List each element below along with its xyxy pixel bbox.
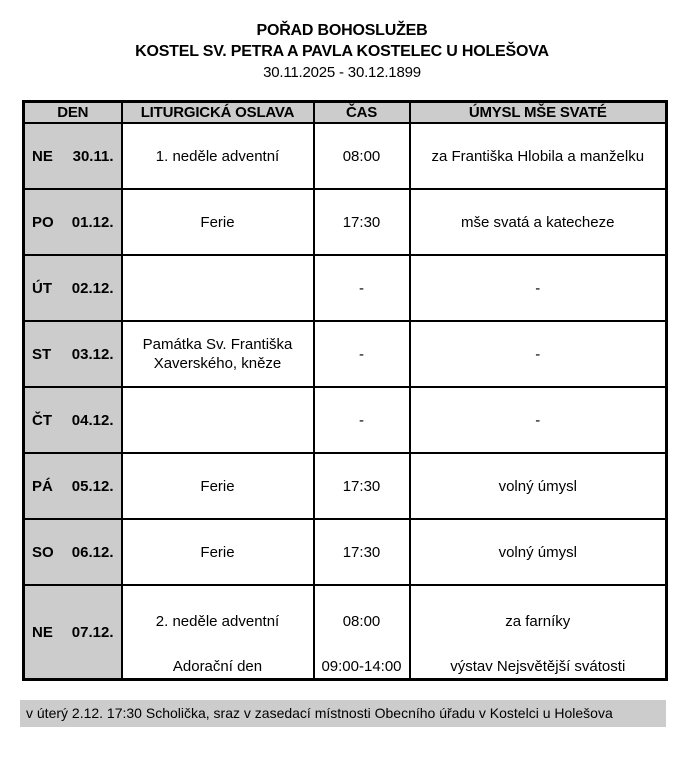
time-cell: 17:30 xyxy=(314,453,410,519)
document-header xyxy=(0,0,684,83)
column-header-cas: ČAS xyxy=(314,102,410,124)
time-cell: 17:30 xyxy=(314,519,410,585)
day-cell xyxy=(24,321,122,387)
intention-cell: - xyxy=(410,321,667,387)
celebration-cell xyxy=(122,585,314,680)
day-label: ST xyxy=(32,345,52,363)
table-row xyxy=(24,585,667,680)
time-cell: - xyxy=(314,255,410,321)
column-header-liturgicka-oslava: LITURGICKÁ OSLAVA xyxy=(122,102,314,124)
time-cell: - xyxy=(314,387,410,453)
day-date: 04.12. xyxy=(71,411,114,429)
table-row xyxy=(24,255,667,321)
day-label: PO xyxy=(32,213,54,231)
table-row xyxy=(24,387,667,453)
schedule-table xyxy=(22,100,668,681)
time-cell: 08:00 xyxy=(314,123,410,189)
table-header-row xyxy=(24,102,667,124)
celebration-main: 2. neděle adventní xyxy=(155,613,280,630)
celebration-cell: Památka Sv. Františka Xaverského, kněze xyxy=(122,321,314,387)
day-date: 30.11. xyxy=(72,147,114,165)
day-cell xyxy=(24,123,122,189)
day-date: 01.12. xyxy=(71,213,114,231)
day-date: 03.12. xyxy=(71,345,114,363)
celebration-cell: Ferie xyxy=(122,189,314,255)
celebration-cell xyxy=(122,255,314,321)
column-header-den: DEN xyxy=(24,102,122,124)
intention-cell: volný úmysl xyxy=(410,519,667,585)
church-name: KOSTEL SV. PETRA A PAVLA KOSTELEC U HOLEŠOVA xyxy=(135,43,549,60)
celebration-cell: Ferie xyxy=(122,453,314,519)
time-cell: - xyxy=(314,321,410,387)
celebration-cell xyxy=(122,387,314,453)
time-cell xyxy=(314,585,410,680)
day-cell xyxy=(24,387,122,453)
time-cell: 17:30 xyxy=(314,189,410,255)
day-label: NE xyxy=(32,147,53,165)
intention-cell xyxy=(410,585,667,680)
day-label: ÚT xyxy=(32,279,52,297)
day-label: SO xyxy=(32,543,54,561)
celebration-sub: Adorační den xyxy=(172,658,263,675)
time-sub: 09:00-14:00 xyxy=(321,658,402,675)
table-row xyxy=(24,189,667,255)
day-cell xyxy=(24,255,122,321)
column-header-umysl: ÚMYSL MŠE SVATÉ xyxy=(410,102,667,124)
intention-sub: výstav Nejsvětější svátosti xyxy=(450,658,626,675)
intention-cell: mše svatá a katecheze xyxy=(410,189,667,255)
intention-cell: za Františka Hlobila a manželku xyxy=(410,123,667,189)
day-date: 06.12. xyxy=(71,543,114,561)
day-cell xyxy=(24,585,122,680)
intention-cell: - xyxy=(410,387,667,453)
day-date: 07.12. xyxy=(71,623,114,641)
table-row xyxy=(24,321,667,387)
intention-cell: - xyxy=(410,255,667,321)
day-label: ČT xyxy=(32,411,52,429)
day-label: PÁ xyxy=(32,477,53,495)
table-row xyxy=(24,519,667,585)
table-row xyxy=(24,453,667,519)
day-cell xyxy=(24,519,122,585)
date-range: 30.11.2025 - 30.12.1899 xyxy=(263,64,421,81)
day-date: 05.12. xyxy=(71,477,114,495)
intention-main: za farníky xyxy=(505,613,571,630)
time-main: 08:00 xyxy=(342,613,381,630)
intention-cell: volný úmysl xyxy=(410,453,667,519)
celebration-cell: 1. neděle adventní xyxy=(122,123,314,189)
table-row xyxy=(24,123,667,189)
celebration-cell: Ferie xyxy=(122,519,314,585)
day-cell xyxy=(24,453,122,519)
footer-note: v úterý 2.12. 17:30 Scholička, sraz v zasedací místnosti Obecního úřadu v Kostelci u Holešova xyxy=(20,700,666,727)
day-label: NE xyxy=(32,623,53,641)
day-date: 02.12. xyxy=(71,279,114,297)
page-title: POŘAD BOHOSLUŽEB xyxy=(256,22,428,39)
day-cell xyxy=(24,189,122,255)
